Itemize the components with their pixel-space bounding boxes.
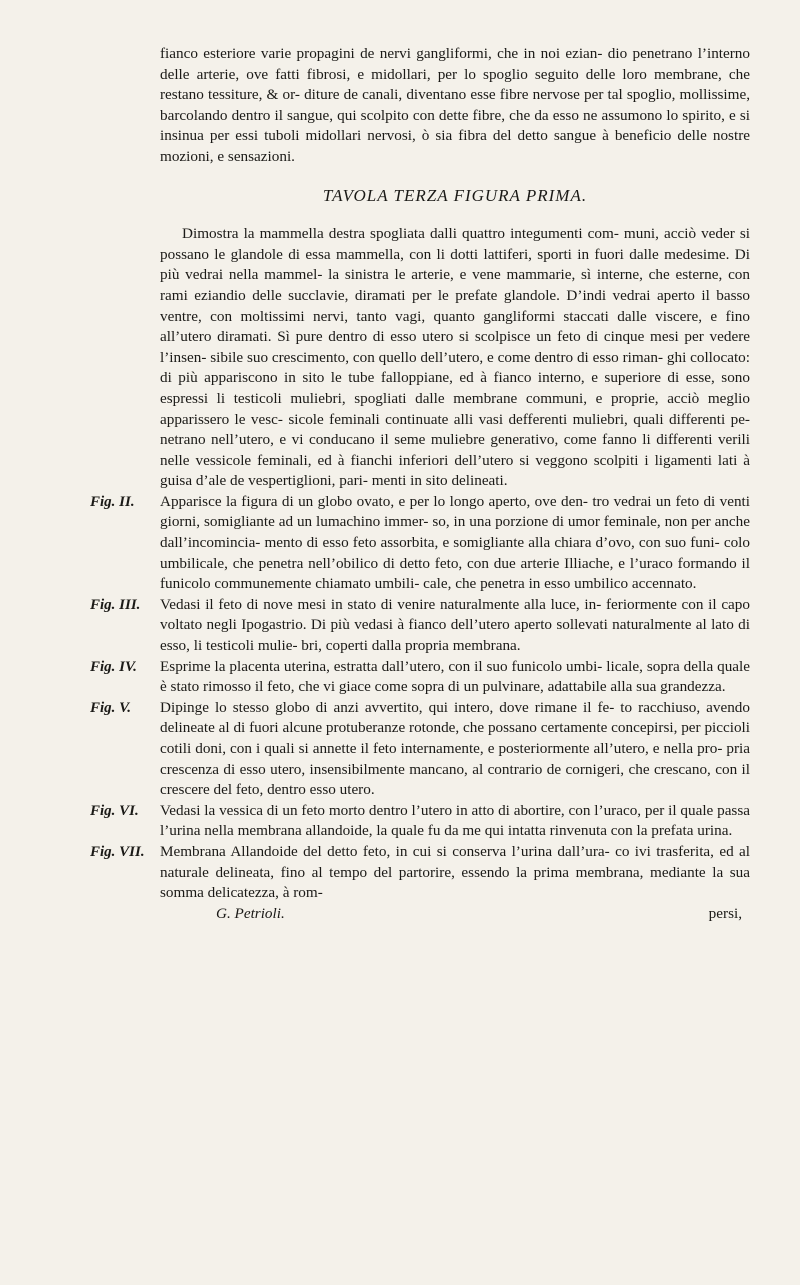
figure-label: Fig. III.	[90, 596, 141, 613]
text-column	[90, 44, 750, 924]
figure-entry-4	[90, 657, 750, 698]
page-footer	[160, 904, 750, 925]
figure-text: Vedasi la vessica di un feto morto dentro l’utero in atto di abortire, con l’uraco, per il quale passa l’urina nella membrana allandoide, la quale fu da me qui intatta rinvenuta con la prefata urina.	[160, 801, 750, 840]
tavola-paragraph: Dimostra la mammella destra spogliata dalli quattro integumenti com- muni, acciò veder si possano le glandole di essa mammella, con li dotti lattiferi, sporti in fuori dalle medesime. Di più vedrai nella mammel- la sinistra le arterie, e vene mammarie, sì interne, che esterne, con rami eziandio delle succlavie, diramati per le prefate glandole. D’indi vedrai aperto il basso ventre, con moltissimi nervi, tanto vagi, quanto gangliformi staccati dalle viscere, e fino all’utero diramati. Sì pure dentro di esso utero si scolpisce un feto di cinque mesi per vedere l’insen- sibile suo crescimento, con quello dell’utero, e come dentro di esso riman- ghi collocato: di più apparisconо in sito le tube falloppiane, ed à fianco interno, e superiore di esse, sono espressi li testicoli muliebri, spogliati dalle membrane communi, e proprie, acciò meglio apparissero le vesc- sicole feminali continuate alli vasi defferenti muliebri, quali differenti pe- netrano nell’utero, e vi conducano il seme muliebre generativo, come fanno li differenti verili nelle vessicole feminali, ed à fianchi inferiori dell’utero si veggono scolpiti i ligamenti lati à guisa d’ale de vespertiglioni, pari- menti in sito delineati.	[160, 225, 750, 490]
section-heading: TAVOLA TERZA FIGURA PRIMA.	[322, 185, 588, 205]
signature: G. Petrioli.	[216, 904, 285, 922]
figure-text: Esprime la placenta uterina, estratta dall’utero, con il suo funicolo umbi- licale, sopra della quale è stato rimosso il feto, che vi giace come sopra di un pulvinare, adattabile alla sua grandezza.	[160, 657, 750, 696]
catchword: persi,	[708, 904, 742, 922]
figure-text: Membrana Allandoide del detto feto, in cui si conserva l’urina dall’ura- co ivi trasferita, ed al naturale delineata, fino al tempo del partorire, essendo la prima membrana, mediante la sua somma delicatezza, à rom-	[160, 842, 750, 902]
figure-entry-2	[90, 492, 750, 595]
figure-label: Fig. IV.	[90, 658, 137, 675]
figure-text: Apparisce la figura di un globo ovato, e per lo longo aperto, ove den- tro vedrai un feto di venti giorni, somigliante ad un lumachino immer- so, in una porzione di umor feminale, non per anche dall’incomincia- mento di esso feto assorbita, e somigliante alla chiara d’ovo, con suo funi- colo umbilicale, che penetra nell’obilico di detto feto, con due arterie Illiache, e l’uraco formando il funicolo communemente chiamato umbili- cale, che penetra in esso umbilico accennato.	[160, 492, 750, 593]
figure-text: Vedasi il feto di nove mesi in stato di venire naturalmente alla luce, in- feriormente con il capo voltato negli Ipogastrio. Di più vedasi à fianco dell’utero aperto sollevati naturalmente al lato di esso, li testicoli mulie- bri, coperti dalla propria membrana.	[160, 595, 750, 655]
figure-entry-5	[90, 698, 750, 801]
figure-label: Fig. VII.	[90, 843, 145, 860]
figure-label: Fig. VI.	[90, 802, 139, 819]
figure-entry-3	[90, 595, 750, 657]
figure-entry-7	[90, 842, 750, 904]
figure-entry-6	[90, 801, 750, 842]
figure-label: Fig. V.	[90, 699, 131, 716]
figure-label: Fig. II.	[90, 493, 135, 510]
intro-paragraph: fianco esteriore varie propagini de nervi gangliformi, che in noi ezian- dio penetrano l’interno delle arterie, ove fatti fibrosi, e midollari, per lo spoglio seguito delle loro membrane, che restano tessiture, & or- diture de canali, diventano esse fibre nervose per tal spoglio, mollissime, barcolando dentro il sangue, qui scolpito con dette fibre, che da esso ne assumono lo spirito, e si insinua per essi tuboli midollari nervosi, ò sia fibra del detto sangue à beneficio delle nostre mozioni, e sensazioni.	[160, 45, 750, 165]
figure-text: Dipinge lo stesso globo di anzi avvertito, qui intero, dove rimane il fe- to racchiuso, avendo delineate al di fuori alcune protuberanze rotonde, che possano certamente concepirsi, per piccioli cotili doni, con i quali si annette il feto internamente, e posteriormente all’utero, e nella pro- pria crescenza di esso utero, insensibilmente mancano, al contrario de cornigeri, che crescano, con il crescere del feto, dentro esso utero.	[160, 698, 750, 799]
